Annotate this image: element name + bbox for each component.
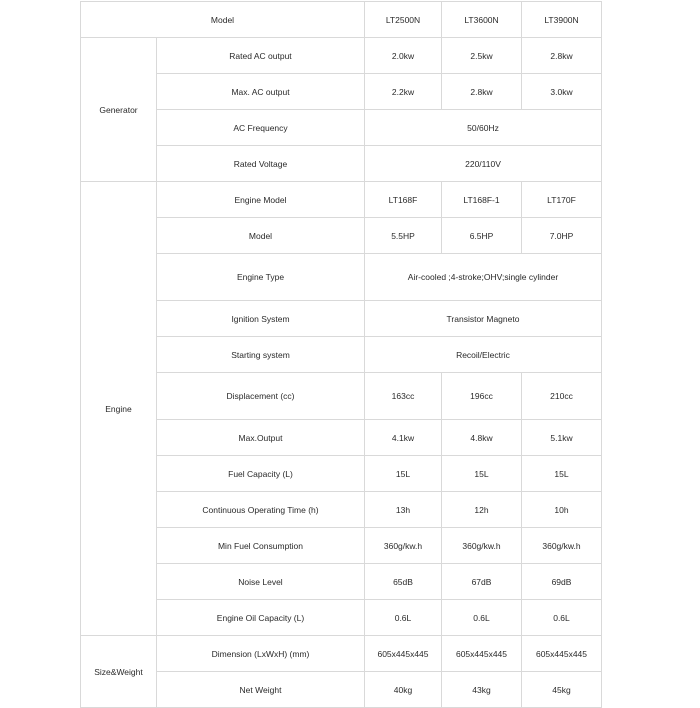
row-value: 50/60Hz xyxy=(365,110,602,146)
spec-row xyxy=(81,254,602,301)
row-value: 605x445x445 xyxy=(522,636,602,672)
spec-row xyxy=(81,564,602,600)
spec-row xyxy=(81,337,602,373)
section-label: Generator xyxy=(81,38,157,182)
header-row xyxy=(81,2,602,38)
spec-row xyxy=(81,636,602,672)
row-label: Ignition System xyxy=(157,301,365,337)
row-value: 360g/kw.h xyxy=(365,528,442,564)
row-value: Air-cooled ;4-stroke;OHV;single cylinder xyxy=(365,254,602,301)
row-value: 4.8kw xyxy=(442,420,522,456)
row-label: Max. AC output xyxy=(157,74,365,110)
header-model: LT3600N xyxy=(442,2,522,38)
spec-row xyxy=(81,672,602,708)
row-value: 2.8kw xyxy=(522,38,602,74)
row-value: Recoil/Electric xyxy=(365,337,602,373)
spec-row xyxy=(81,600,602,636)
row-value: 2.5kw xyxy=(442,38,522,74)
spec-row xyxy=(81,301,602,337)
row-value: 12h xyxy=(442,492,522,528)
row-label: Max.Output xyxy=(157,420,365,456)
row-label: AC Frequency xyxy=(157,110,365,146)
spec-row xyxy=(81,528,602,564)
row-label: Displacement (cc) xyxy=(157,373,365,420)
row-value: 4.1kw xyxy=(365,420,442,456)
row-value: 360g/kw.h xyxy=(522,528,602,564)
row-value: LT170F xyxy=(522,182,602,218)
row-label: Starting system xyxy=(157,337,365,373)
row-value: 5.1kw xyxy=(522,420,602,456)
spec-row xyxy=(81,373,602,420)
row-value: 65dB xyxy=(365,564,442,600)
row-label: Engine Type xyxy=(157,254,365,301)
row-value: 13h xyxy=(365,492,442,528)
spec-row xyxy=(81,456,602,492)
row-value: 69dB xyxy=(522,564,602,600)
row-value: 15L xyxy=(365,456,442,492)
row-value: 0.6L xyxy=(522,600,602,636)
header-model: LT3900N xyxy=(522,2,602,38)
spec-row xyxy=(81,146,602,182)
row-label: Engine Oil Capacity (L) xyxy=(157,600,365,636)
row-value: 40kg xyxy=(365,672,442,708)
row-label: Rated AC output xyxy=(157,38,365,74)
row-value: 163cc xyxy=(365,373,442,420)
row-value: LT168F-1 xyxy=(442,182,522,218)
spec-row xyxy=(81,182,602,218)
header-model: LT2500N xyxy=(365,2,442,38)
spec-row xyxy=(81,38,602,74)
row-value: LT168F xyxy=(365,182,442,218)
row-label: Model xyxy=(157,218,365,254)
row-value: 67dB xyxy=(442,564,522,600)
row-value: 10h xyxy=(522,492,602,528)
row-value: 0.6L xyxy=(365,600,442,636)
row-value: 7.0HP xyxy=(522,218,602,254)
row-value: 210cc xyxy=(522,373,602,420)
row-value: Transistor Magneto xyxy=(365,301,602,337)
spec-row xyxy=(81,492,602,528)
row-value: 2.2kw xyxy=(365,74,442,110)
row-value: 196cc xyxy=(442,373,522,420)
header-label: Model xyxy=(81,2,365,38)
row-label: Fuel Capacity (L) xyxy=(157,456,365,492)
row-value: 3.0kw xyxy=(522,74,602,110)
row-value: 15L xyxy=(522,456,602,492)
row-label: Noise Level xyxy=(157,564,365,600)
row-value: 605x445x445 xyxy=(365,636,442,672)
row-value: 605x445x445 xyxy=(442,636,522,672)
spec-table xyxy=(80,1,602,708)
row-label: Min Fuel Consumption xyxy=(157,528,365,564)
spec-row xyxy=(81,420,602,456)
spec-row xyxy=(81,74,602,110)
row-value: 2.8kw xyxy=(442,74,522,110)
row-value: 15L xyxy=(442,456,522,492)
row-value: 6.5HP xyxy=(442,218,522,254)
row-value: 220/110V xyxy=(365,146,602,182)
row-value: 360g/kw.h xyxy=(442,528,522,564)
row-value: 5.5HP xyxy=(365,218,442,254)
row-label: Net Weight xyxy=(157,672,365,708)
row-value: 45kg xyxy=(522,672,602,708)
row-value: 0.6L xyxy=(442,600,522,636)
row-value: 43kg xyxy=(442,672,522,708)
row-label: Engine Model xyxy=(157,182,365,218)
section-label: Size&Weight xyxy=(81,636,157,708)
section-label: Engine xyxy=(81,182,157,636)
spec-row xyxy=(81,110,602,146)
row-label: Dimension (LxWxH) (mm) xyxy=(157,636,365,672)
row-label: Continuous Operating Time (h) xyxy=(157,492,365,528)
row-label: Rated Voltage xyxy=(157,146,365,182)
spec-row xyxy=(81,218,602,254)
row-value: 2.0kw xyxy=(365,38,442,74)
